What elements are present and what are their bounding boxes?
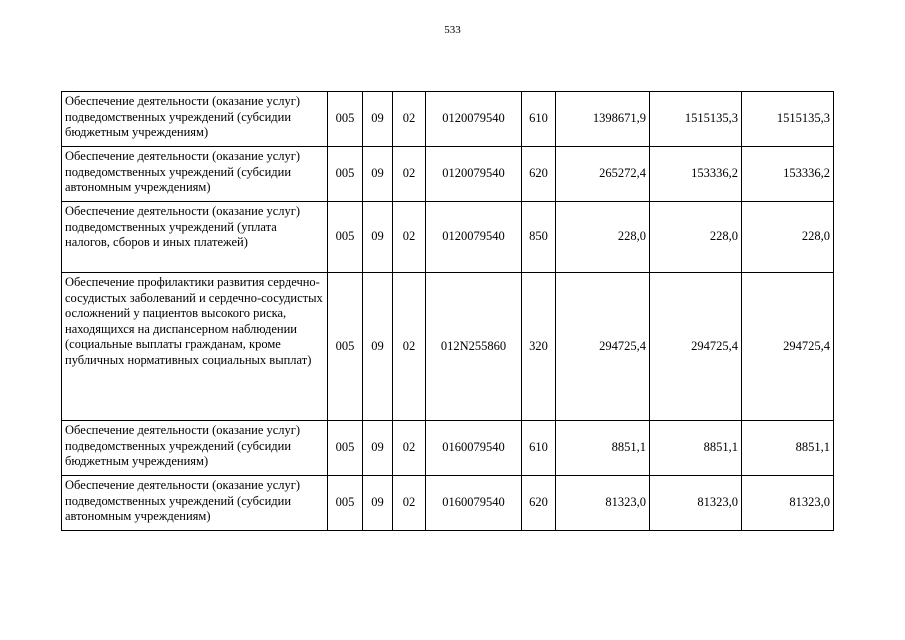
- ved-code: 005: [328, 476, 363, 531]
- row-description: Обеспечение профилактики развития сердечно-сосудистых заболеваний и сердечно-сосудистых осложнений у пациентов высокого риска, находящихся на диспансерном наблюдении (социальные выплаты гражданам, кроме публичных нормативных социальных выплат): [62, 273, 328, 421]
- amount-3: 1515135,3: [742, 92, 834, 147]
- subsection-code: 02: [393, 476, 426, 531]
- target-article-code: 0160079540: [426, 476, 522, 531]
- expense-type-code: 610: [522, 92, 556, 147]
- ved-code: 005: [328, 202, 363, 273]
- amount-3: 228,0: [742, 202, 834, 273]
- ved-code: 005: [328, 421, 363, 476]
- ved-code: 005: [328, 147, 363, 202]
- section-code: 09: [363, 421, 393, 476]
- row-description: Обеспечение деятельности (оказание услуг) подведомственных учреждений (субсидии бюджетным учреждениям): [62, 92, 328, 147]
- target-article-code: 0160079540: [426, 421, 522, 476]
- section-code: 09: [363, 92, 393, 147]
- expense-type-code: 610: [522, 421, 556, 476]
- amount-3: 294725,4: [742, 273, 834, 421]
- amount-1: 8851,1: [556, 421, 650, 476]
- amount-2: 228,0: [650, 202, 742, 273]
- target-article-code: 0120079540: [426, 92, 522, 147]
- amount-3: 8851,1: [742, 421, 834, 476]
- amount-3: 153336,2: [742, 147, 834, 202]
- amount-2: 8851,1: [650, 421, 742, 476]
- amount-1: 81323,0: [556, 476, 650, 531]
- row-description: Обеспечение деятельности (оказание услуг) подведомственных учреждений (субсидии автономным учреждениям): [62, 147, 328, 202]
- table-row: [62, 476, 834, 531]
- subsection-code: 02: [393, 92, 426, 147]
- ved-code: 005: [328, 92, 363, 147]
- table-row: [62, 202, 834, 273]
- amount-2: 81323,0: [650, 476, 742, 531]
- row-description: Обеспечение деятельности (оказание услуг) подведомственных учреждений (субсидии автономным учреждениям): [62, 476, 328, 531]
- expense-type-code: 320: [522, 273, 556, 421]
- amount-2: 1515135,3: [650, 92, 742, 147]
- table-row: [62, 421, 834, 476]
- target-article-code: 0120079540: [426, 202, 522, 273]
- row-description: Обеспечение деятельности (оказание услуг) подведомственных учреждений (уплата налогов, сборов и иных платежей): [62, 202, 328, 273]
- amount-1: 265272,4: [556, 147, 650, 202]
- expense-type-code: 620: [522, 147, 556, 202]
- table-row: [62, 92, 834, 147]
- amount-1: 1398671,9: [556, 92, 650, 147]
- table-row: [62, 147, 834, 202]
- subsection-code: 02: [393, 421, 426, 476]
- subsection-code: 02: [393, 273, 426, 421]
- section-code: 09: [363, 202, 393, 273]
- target-article-code: 0120079540: [426, 147, 522, 202]
- page-number: 533: [444, 24, 461, 36]
- table-row: [62, 273, 834, 421]
- target-article-code: 012N255860: [426, 273, 522, 421]
- section-code: 09: [363, 273, 393, 421]
- subsection-code: 02: [393, 202, 426, 273]
- expense-type-code: 850: [522, 202, 556, 273]
- budget-table: [61, 91, 834, 531]
- ved-code: 005: [328, 273, 363, 421]
- amount-1: 294725,4: [556, 273, 650, 421]
- section-code: 09: [363, 476, 393, 531]
- expense-type-code: 620: [522, 476, 556, 531]
- row-description: Обеспечение деятельности (оказание услуг) подведомственных учреждений (субсидии бюджетным учреждениям): [62, 421, 328, 476]
- amount-2: 153336,2: [650, 147, 742, 202]
- amount-2: 294725,4: [650, 273, 742, 421]
- section-code: 09: [363, 147, 393, 202]
- subsection-code: 02: [393, 147, 426, 202]
- amount-3: 81323,0: [742, 476, 834, 531]
- amount-1: 228,0: [556, 202, 650, 273]
